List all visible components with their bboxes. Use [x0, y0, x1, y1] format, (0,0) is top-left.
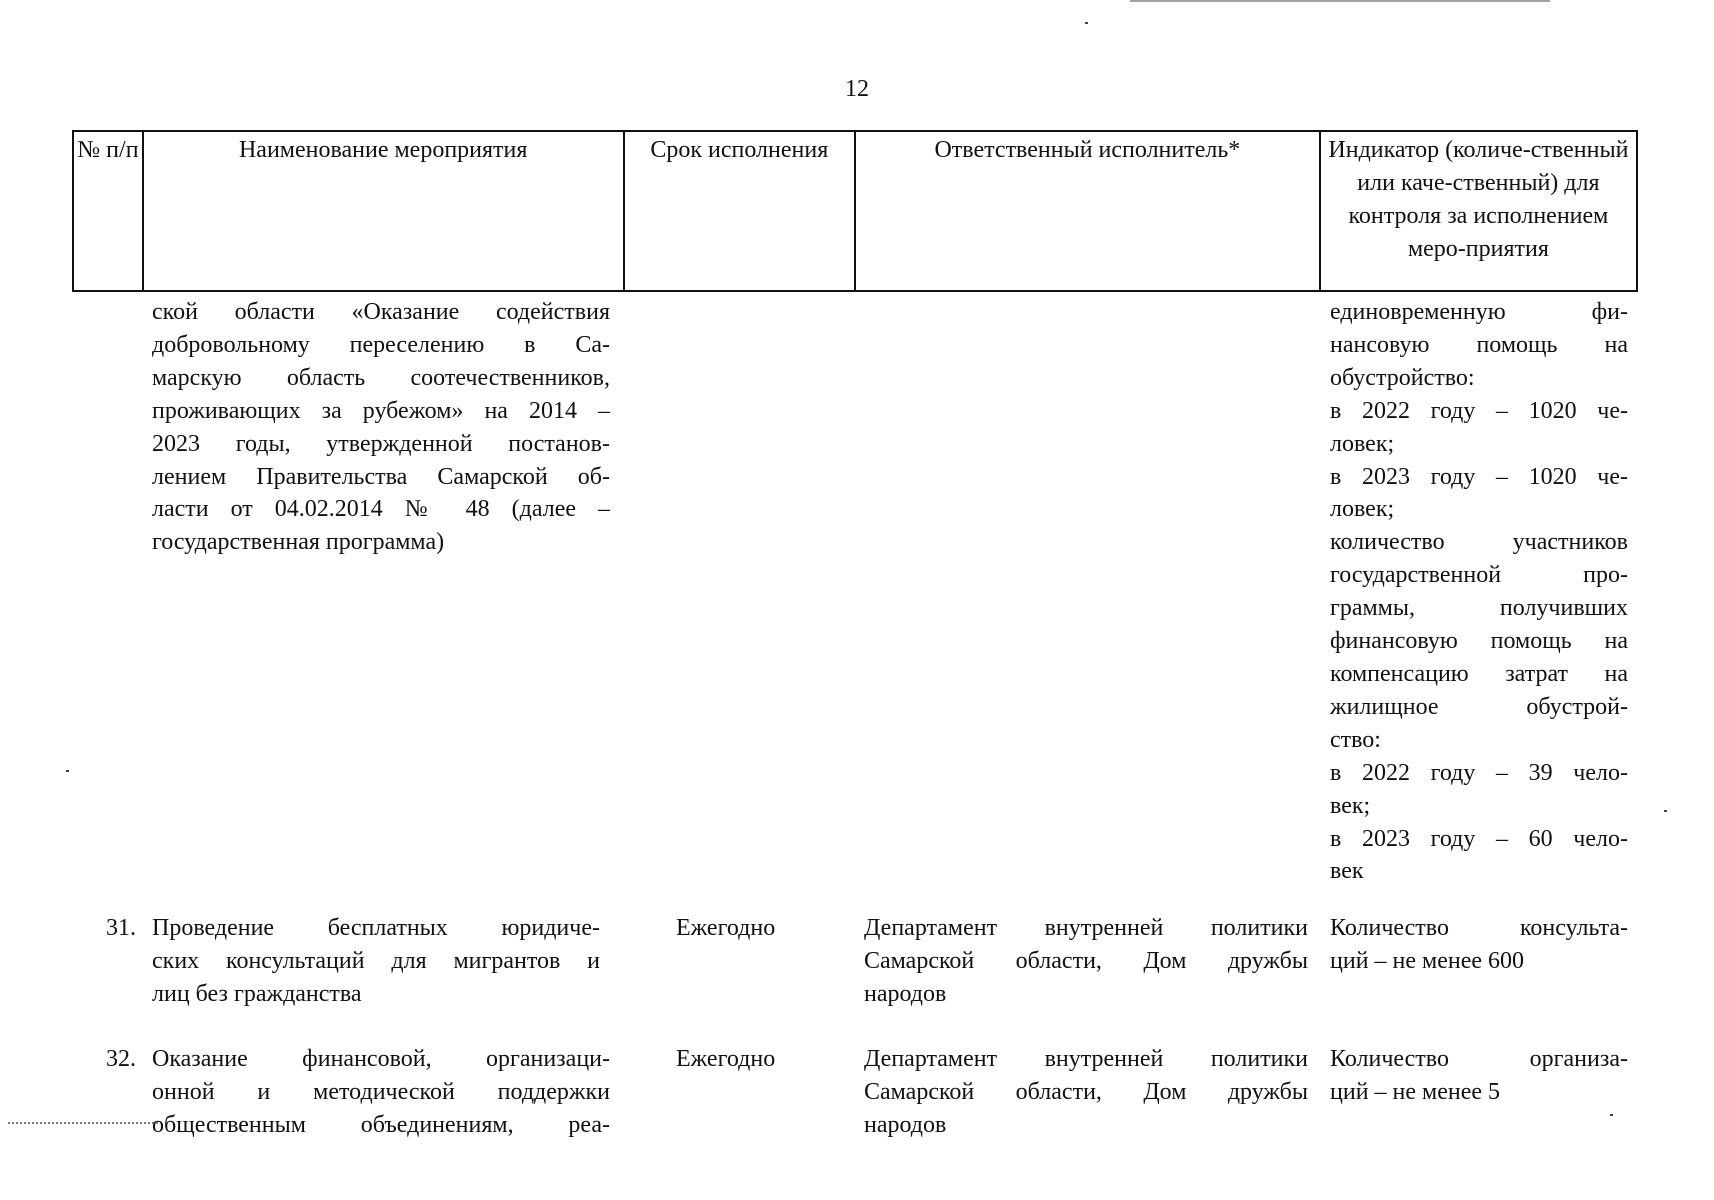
indicator-line: обустройство: [1330, 364, 1475, 391]
page-number: 12 [845, 76, 869, 102]
scan-dot [1664, 810, 1667, 812]
row-name-line: общественным объединениям, реа- [152, 1111, 610, 1138]
row-responsible-line: народов [864, 980, 947, 1007]
row-name-line: Оказание финансовой, организаци- [152, 1046, 610, 1072]
continuation-name-line: 2023 годы, утвержденной постанов- [152, 430, 610, 457]
scan-line-top [1130, 0, 1550, 2]
indicator-line: финансовую помощь на [1330, 628, 1628, 655]
scan-dot [66, 770, 69, 772]
indicator-line: ство: [1330, 726, 1381, 753]
indicator-line: в 2022 году – 39 чело- [1330, 759, 1628, 786]
continuation-name-line: ласти от 04.02.2014 № 48 (далее – [152, 496, 610, 523]
row-indicator [1330, 1043, 1628, 1109]
row-responsible-line: Самарской области, Дом дружбы [864, 1078, 1308, 1105]
row-responsible-line: Департамент внутренней политики [864, 915, 1308, 941]
row-name-line: Проведение бесплатных юридиче- [152, 915, 600, 941]
row-name-line: лиц без гражданства [152, 980, 362, 1007]
row-term: Ежегодно [676, 1046, 776, 1072]
continuation-indicator [1330, 296, 1628, 888]
indicator-line: в 2023 году – 60 чело- [1330, 825, 1628, 852]
indicator-line: век; [1330, 792, 1371, 819]
continuation-name-line: государственная программа) [152, 529, 445, 556]
scan-dot [1085, 22, 1088, 24]
row-number: 32. [106, 1046, 136, 1072]
continuation-name-line: добровольному переселению в Са- [152, 331, 610, 358]
header-col-responsible: Ответственный исполнитель* [856, 132, 1321, 290]
header-col-name: Наименование мероприятия [144, 132, 625, 290]
row-indicator [1330, 912, 1628, 978]
indicator-line: ловек; [1330, 496, 1395, 523]
row-name [152, 1043, 610, 1142]
indicator-line: жилищное обустрой- [1330, 693, 1628, 720]
row-indicator-line: ций – не менее 600 [1330, 947, 1525, 974]
row-indicator-line: Количество организа- [1330, 1046, 1628, 1072]
indicator-line: компенсацию затрат на [1330, 660, 1628, 687]
scan-noise [8, 1122, 158, 1128]
row-name [152, 912, 600, 1011]
header-col-number: № п/п [74, 132, 144, 290]
row-responsible-line: Департамент внутренней политики [864, 1046, 1308, 1072]
row-indicator-line: Количество консульта- [1330, 915, 1628, 941]
indicator-line: государственной про- [1330, 562, 1628, 589]
indicator-line: единовременную фи- [1330, 299, 1628, 325]
row-responsible-line: Самарской области, Дом дружбы [864, 947, 1308, 974]
row-responsible-line: народов [864, 1111, 947, 1138]
indicator-line: в 2022 году – 1020 че- [1330, 397, 1628, 424]
indicator-line: граммы, получивших [1330, 595, 1628, 622]
continuation-name-line: проживающих за рубежом» на 2014 – [152, 397, 610, 424]
continuation-name-line: марскую область соотечественников, [152, 364, 610, 391]
row-name-line: онной и методической поддержки [152, 1078, 610, 1105]
indicator-line: нансовую помощь на [1330, 331, 1628, 358]
indicator-line: ловек; [1330, 430, 1395, 457]
row-responsible [864, 912, 1308, 1011]
table-header [72, 130, 1638, 292]
header-col-indicator: Индикатор (количе-ственный или каче-ственный) для контроля за исполнением меро-приятия [1328, 137, 1629, 262]
row-term: Ежегодно [676, 915, 776, 941]
indicator-line: количество участников [1330, 529, 1628, 556]
indicator-line: в 2023 году – 1020 че- [1330, 463, 1628, 490]
row-number: 31. [106, 915, 136, 941]
continuation-name [152, 296, 610, 559]
header-col-term: Срок исполнения [625, 132, 856, 290]
row-indicator-line: ций – не менее 5 [1330, 1078, 1501, 1105]
continuation-name-line: ской области «Оказание содействия [152, 299, 610, 325]
scan-dot [1610, 1114, 1613, 1116]
row-name-line: ских консультаций для мигрантов и [152, 947, 600, 974]
row-responsible [864, 1043, 1308, 1142]
indicator-line: век [1330, 858, 1364, 885]
continuation-name-line: лением Правительства Самарской об- [152, 463, 610, 490]
